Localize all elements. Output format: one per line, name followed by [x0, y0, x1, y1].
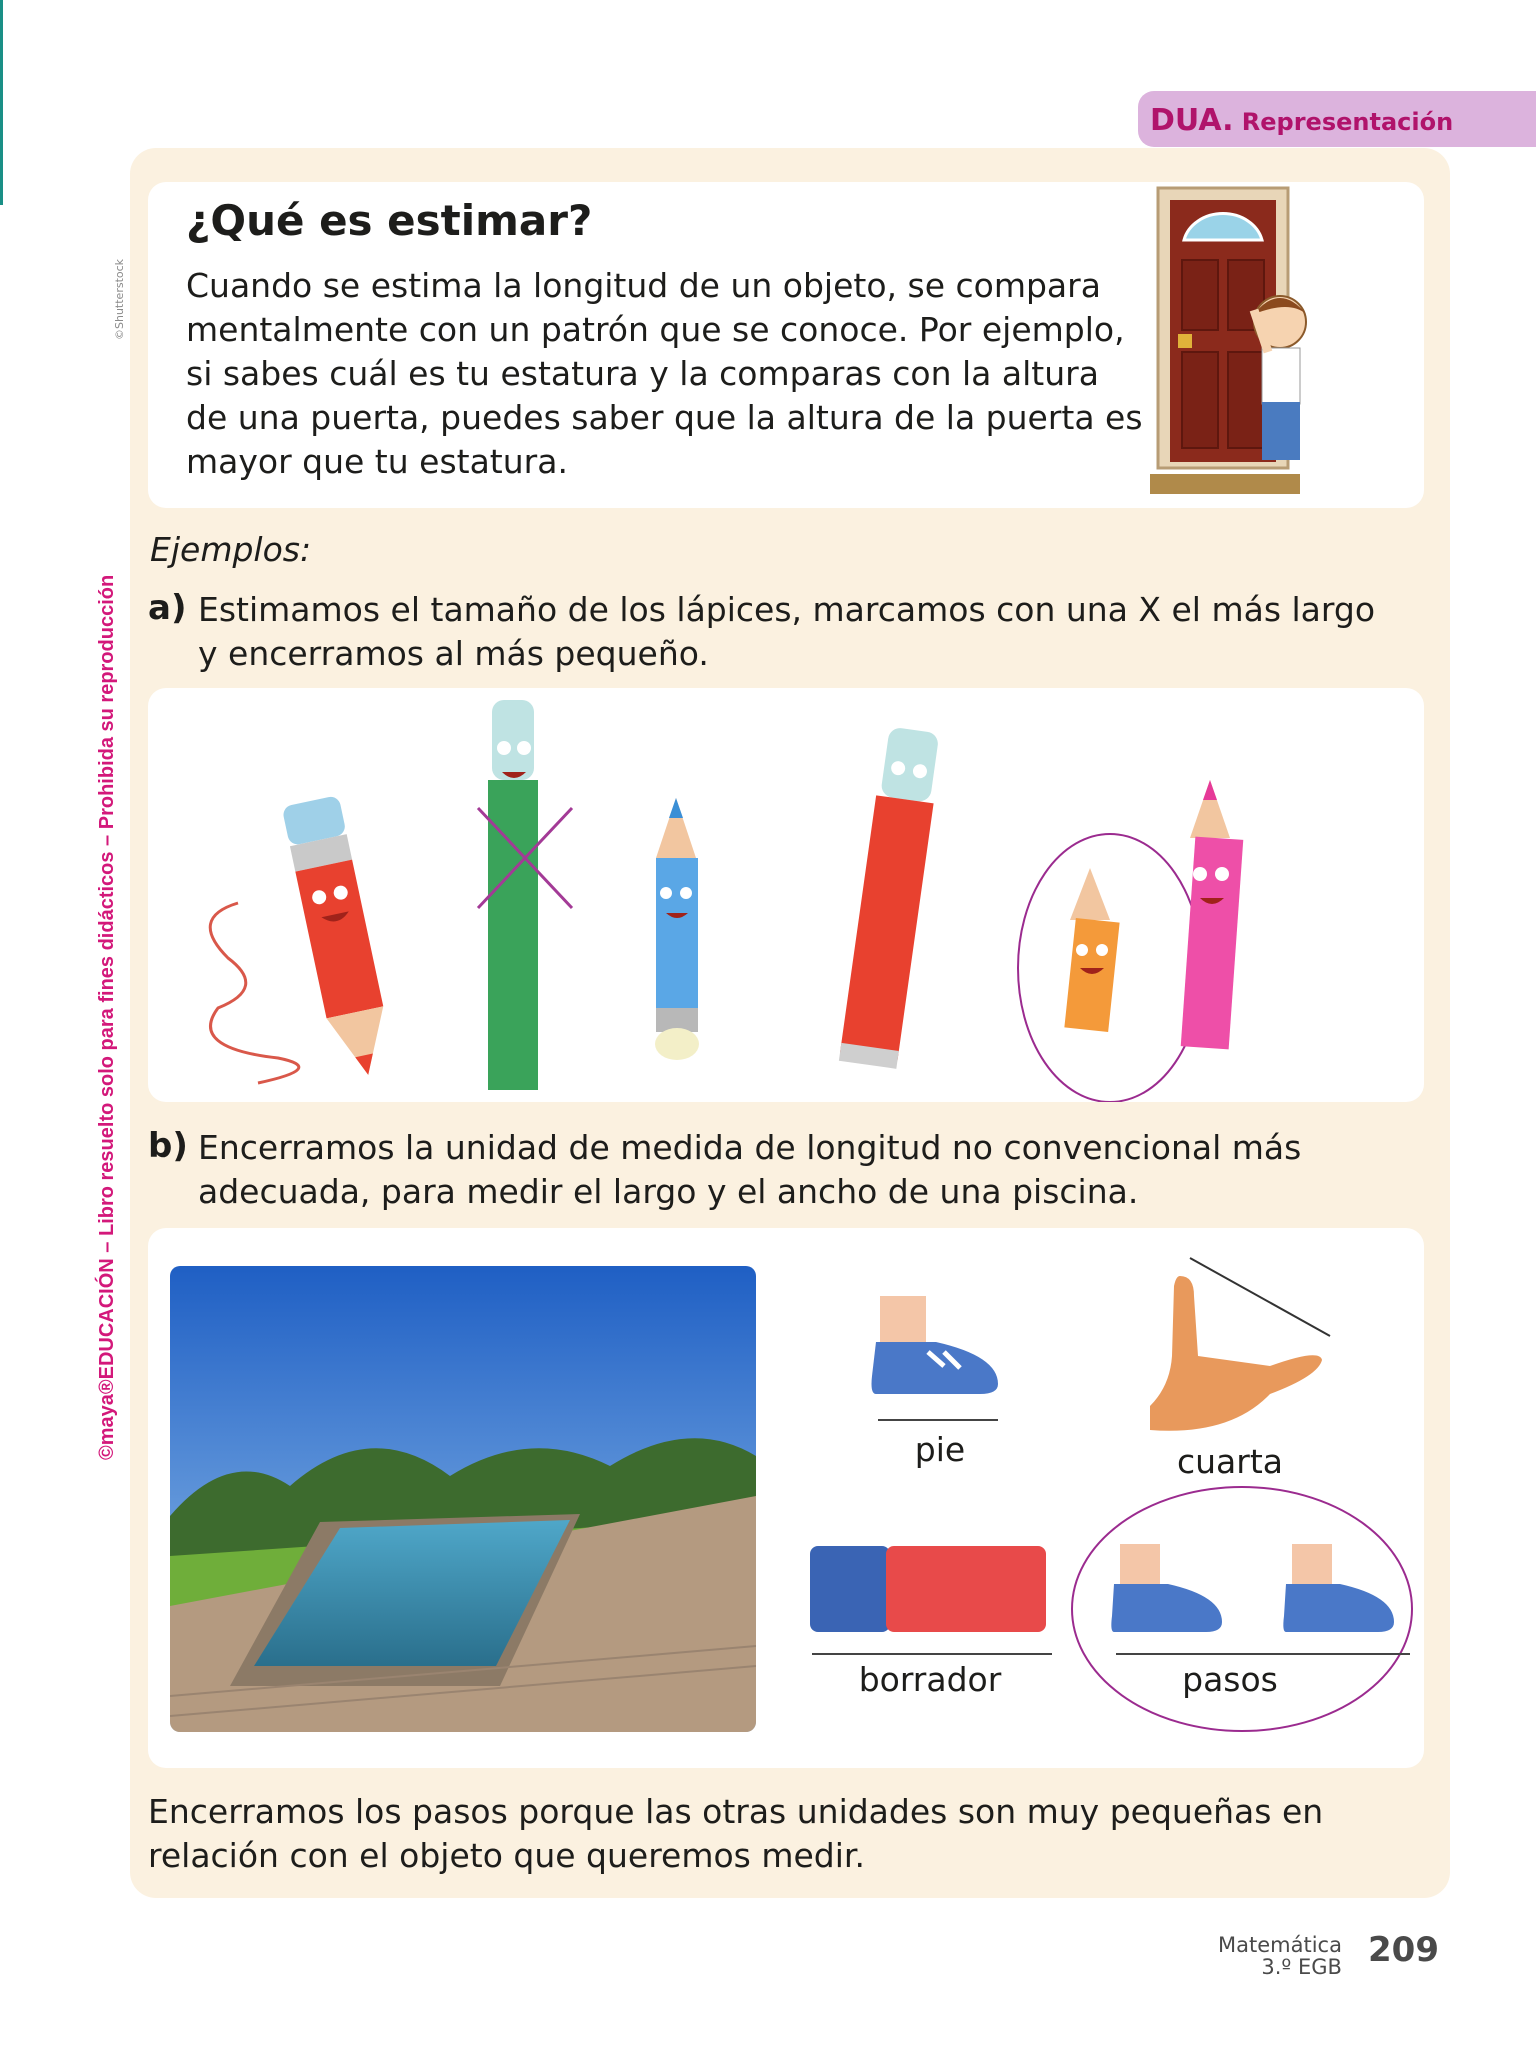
red-pencil	[210, 795, 396, 1083]
hand-span-icon	[1150, 1256, 1336, 1436]
dua-label	[1150, 103, 1453, 138]
item-a-text: Estimamos el tamaño de los lápices, marcamos con una X el más largo y encerramos al más pequeño.	[198, 590, 1376, 673]
dua-tag-text: Representación	[1241, 108, 1454, 136]
publisher-notice: ©maya®EDUCACIÓN – Libro resuelto solo para fines didácticos – Prohibida su reproducción	[96, 574, 118, 1460]
green-marker-crossed	[478, 700, 572, 1090]
unit-label-pasos: pasos	[1182, 1660, 1278, 1699]
footer-subject-name: Matemática	[1218, 1933, 1342, 1957]
image-credit: ©Shutterstock	[113, 258, 126, 340]
unit-label-borrador: borrador	[858, 1660, 1002, 1699]
orange-pencil-circled	[1018, 834, 1202, 1102]
page-number: 209	[1368, 1930, 1439, 1970]
pink-pencil	[1181, 780, 1244, 1049]
footer-grade: 3.º EGB	[1261, 1955, 1342, 1979]
item-a-letter: a)	[148, 588, 187, 628]
page-edge-line	[0, 0, 3, 205]
item-b-letter: b)	[148, 1126, 188, 1166]
eraser-icon	[806, 1546, 1056, 1656]
pool-photo	[170, 1266, 756, 1732]
unit-label-pie: pie	[914, 1430, 966, 1469]
door-boy-illustration	[1150, 182, 1330, 512]
footer-subject	[1218, 1934, 1342, 1978]
unit-label-cuarta: cuarta	[1176, 1442, 1283, 1481]
section-title: ¿Qué es estimar?	[186, 196, 593, 245]
conclusion-text: Encerramos los pasos porque las otras unidades son muy pequeñas en relación con el objeto que queremos medir.	[148, 1792, 1324, 1875]
pencils-illustration	[148, 688, 1424, 1102]
blue-pencil	[655, 798, 699, 1060]
definition-text: Cuando se estima la longitud de un objeto, se compara mentalmente con un patrón que se conoce. Por ejemplo, si sabes cuál es tu estatura y la comparas con la altura de una puerta, puedes saber que la altura de la puerta es mayor que tu estatura.	[186, 266, 1143, 481]
examples-label: Ejemplos:	[150, 530, 312, 569]
red-marker	[839, 726, 943, 1069]
item-b-text: Encerramos la unidad de medida de longitud no convencional más adecuada, para medir el largo y el ancho de una piscina.	[198, 1128, 1302, 1211]
foot-icon	[870, 1296, 1010, 1422]
dua-abbrev: DUA.	[1150, 103, 1234, 138]
